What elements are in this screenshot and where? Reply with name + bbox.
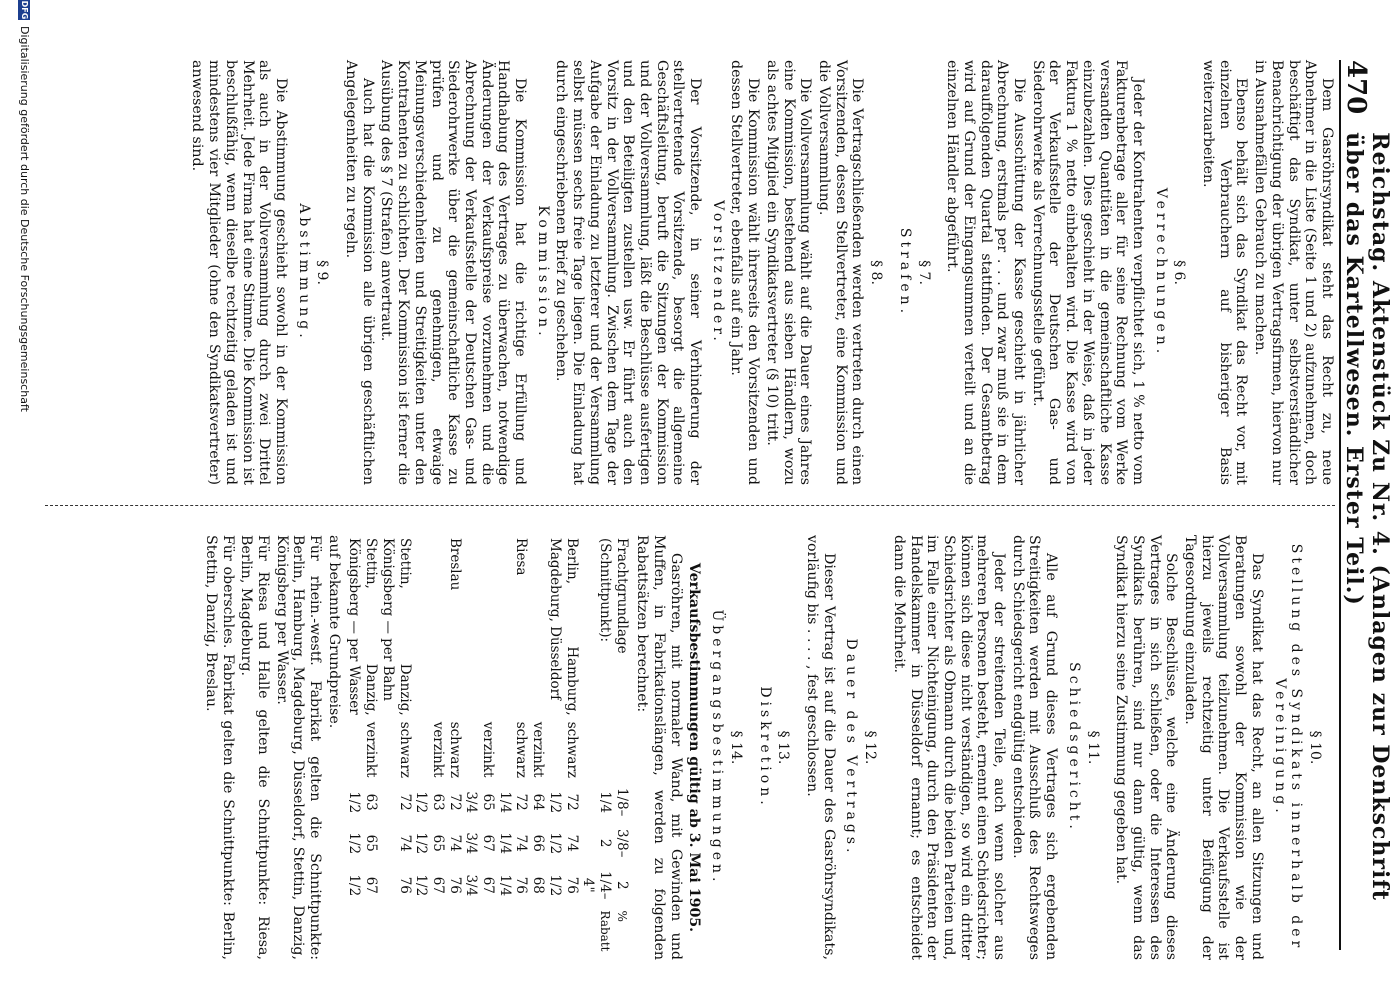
dfg-logo: DFG [20,0,30,20]
table-cell: 76 1/4 [496,874,530,897]
table-cell: schwarz [563,721,580,779]
section-title: Kommission. [534,205,551,340]
table-cell: 74 [446,834,463,852]
table-cell: 74 1/2 [546,832,580,855]
page-header [1339,60,1393,950]
table-cell: 72 1/4 [496,791,530,814]
paragraph: Für rhein.-westf. Fabrikat gelten die Schnittpunkte: Berlin, Hamburg, Magdeburg, Düsseldorf, Stettin, Danzig, Königsberg per Wasser. [273,535,324,960]
paragraph: Ebenso behält sich das Syndikat das Recht vor, mit einzelnen Verbrauchern auf bisheriger Basis weiterzuarbeiten. [1200,60,1250,485]
table-row [496,535,529,960]
paragraph: Die Ausschüttung der Kasse geschieht in jährlicher Abrechnung, erstmals per . . . und zwar muß sie in dem darauffolgenden Quartal stattfinden. Der Gesamtbetrag wird auf Grund der Eingangsummen verteilt und an die einzelnen Händler abgeführt. [944,60,1028,485]
section-number: § 11. [1084,730,1101,765]
table-cell: 68 [530,876,547,894]
section-number: § 12. [862,730,879,765]
table-row [463,535,496,960]
paragraph: Für oberschles. Fabrikat gelten die Schnittpunkte: Berlin, Stettin, Danzig, Breslau. [202,535,236,960]
table-cell: Stettin, Danzig, Königsberg — per Bahn [379,538,413,716]
section-title: Strafen. [896,227,913,318]
table-cell: 72 [446,793,463,811]
section-title: Schiedsgericht. [1065,662,1082,833]
paragraph: Jeder der streitenden Teile, auch wenn solcher aus mehreren Personen besteht, ernennt einen Schiedsrichter; können sich diese nicht verständigen, so wird ein dritter Schiedsrichter als Obmann durch die beiden Parteien und, im Falle einer Nichteinigung, durch den Präsidenten der Handelskammer in Düsseldorf ernannt; es entscheidet dann die Mehrheit. [890,535,1008,960]
paragraph: auf bekannte Grundpreise. [325,535,342,729]
credit-text: Digitalisierung gefördert durch die Deutsche Forschungsgemeinschaft [18,26,31,412]
table-cell: 76 [446,876,463,894]
paragraph: Die Vollversammlung wählt auf die Dauer eines Jahres eine Kommission, bestehend aus sieben Händlern, wozu als achtes Mitglied ein Syndikatsvertreter (§ 10) tritt. [763,60,814,485]
table-cell: 65 1/2 [413,832,446,855]
section-title: Abstimmung. [295,203,312,342]
section-number: § 7. [915,260,932,285]
table-cell: Berlin, Hamburg, Magdeburg, Düsseldorf [546,538,580,716]
table-row [346,535,379,960]
table-cell: 74 1/4 [496,832,530,855]
right-column [200,535,1335,960]
paragraph: Jeder der Kontrahenten verpflichtet sich, 1 % netto vom Fakturenbetrage aller für seine Rechnung vom Werke versandten Quantitäten in die gemeinschaftliche Kasse einzubezahlen. Dies geschieht in der Weise, daß in jeder Faktura 1 % netto einbehalten wird. Die Kasse wird von der Verkaufsstelle der Deutschen Gas- und Siederohrwerke als Verrechnungsstelle geführt. [1029,60,1146,485]
section-title: Vorsitzender. [709,200,726,345]
running-title: Reichstag. Aktenstück Zu Nr. 4. (Anlagen zur Denkschrift über das Kartellwesen. Erster Teil.) [1341,132,1393,901]
table-cell: verzinkt [429,721,446,778]
discount-table [346,535,630,960]
table-cell: 72 [396,793,413,811]
table-cell: Breslau [446,538,463,591]
table-cell: Stettin, Danzig, Königsberg — per Wasser [346,538,380,716]
paragraph: Dieser Vertrag ist auf die Dauer des Gasröhrsyndikats, vorläufig bis . . . . , fest geschlossen. [804,535,837,960]
paragraph: Gasröhren, mit normaler Wand, mit Gewinden und Muffen, in Fabrikationslängen, werden zu folgenden Rabattsätzen berechnet: [634,535,684,960]
table-header-row [580,535,630,960]
table-cell: schwarz [446,721,463,779]
table-cell [463,535,496,719]
table-cell: Riesa [513,538,530,576]
section-title: Stellung des Syndikats innerhalb der Vereinigung. [1271,543,1305,952]
paragraph: Für Riesa und Halle gelten die Schnittpunkte: Riesa, Berlin, Magdeburg. [238,535,271,960]
paragraph: Dem Gasröhrsyndikat steht das Recht zu, neue Abnehmer in die Liste (Seite 1 und 2) aufzunehmen, doch beschäftigt das Syndikat, unter selbstverständlicher Benachrichtigung der übrigen Vertragsfirmen, hiervon nur in Ausnahmefällen Gebrauch zu machen. [1252,60,1335,485]
table-cell: 63 1/2 [346,791,380,814]
paragraph: Das Syndikat hat das Recht, an allen Sitzungen und Beratungen sowohl der Kommission wie der Vollversammlung teilzunehmen. Die Verkaufsstelle ist hierzu jeweils rechtzeitig unter Beifügung der Tagesordnung einzuladen. [1182,535,1265,960]
table-header-cell: 2 1/4–4" [580,871,630,900]
table-row [379,535,412,960]
table-cell: schwarz [513,721,530,779]
table-cell: verzinkt [530,721,547,778]
table-header-cell: 1/8–1/4 [596,787,630,817]
section-title: Übergangsbestimmungen. [709,609,726,886]
section-title: Dauer des Vertrags. [843,638,860,857]
section-number: § 13. [775,730,792,765]
rabatt-label: % Rabatt [597,910,629,952]
digitization-credit [18,0,31,1000]
section-title: Diskretion. [756,686,773,809]
table-row [546,535,579,960]
table-cell: 63 1/2 [413,791,446,814]
paragraph: Die Kommission wählt ihrerseits den Vorsitzenden und dessen Stellvertreter, ebenfalls auf ein Jahr. [728,60,762,485]
table-row [529,535,546,960]
left-column [187,60,1335,485]
section-number: § 8. [868,260,885,285]
section-title: Verrechnungen. [1152,187,1169,358]
section-number: § 6. [1171,260,1188,285]
column-divider [45,505,1335,507]
table-cell: 67 3/4 [463,832,497,855]
section-number: § 10. [1307,730,1323,765]
section-number: § 9. [314,260,331,285]
table-cell: 65 3/4 [463,791,497,814]
paragraph: Alle auf Grund dieses Vertrages sich ergebenden Streitigkeiten werden mit Ausschluß des Rechtsweges durch Schiedsgericht endgültig entschieden. [1009,535,1060,960]
table-cell: 67 1/2 [413,874,446,897]
table-row [446,535,463,960]
section-number: § 14. [727,730,744,765]
paragraph: Die Kommission hat die richtige Erfüllung und Handhabung des Vertrages zu überwachen, notwendige Änderungen der Verkaufspreise vorzunehmen und die Abrechnung der Verkaufsstelle der Deutschen Gas- und Siederohrwerke über die gemeinschaftliche Kasse zu prüfen und zu genehmigen, etwaige Meinungsverschiedenheiten und Streitigkeiten unter den Kontrahenten zu schlichten. Der Kommission ist ferner die Ausübung des § 7 (Strafen) anvertraut. [378,60,529,485]
page-number: 470 [1341,60,1371,115]
table-cell: 74 [396,834,413,852]
table-cell [529,535,546,719]
paragraph: Die Vertragschließenden werden vertreten durch einen Vorsitzenden, dessen Stellvertreter, eine Kommission und die Vollversammlung. [816,60,866,485]
sales-terms-heading: Verkaufsbestimmungen gültig ab 3. Mai 1905. [686,562,703,933]
table-cell: 66 [530,834,547,852]
table-cell: 76 1/2 [546,874,580,897]
paragraph: Solche Beschlüsse, welche eine Änderung dieses Vertrages in sich schließen, oder die Interessen des Syndikats berühren, sind nur dann gültig, wenn das Syndikat hierzu seine Zustimmung gegeben hat. [1113,535,1180,960]
table-header-cell: 3/8–2 [596,828,630,858]
table-cell: 67 3/4 [463,874,497,897]
table-cell: 72 1/2 [546,791,580,814]
table-cell: 67 1/2 [346,874,380,897]
table-header-cell: Frachtgrundlage (Schnittpunkt): [596,538,630,654]
table-cell: 64 [530,793,547,811]
table-cell: verzinkt [480,721,497,778]
paragraph: Die Abstimmung geschieht sowohl in der Kommission als auch in der Vollversammlung durch zwei Drittel Mehrheit. Jede Firma hat eine Stimme. Die Kommission ist beschlußfähig, wenn dieselbe rechtzeitig geladen ist und mindestens vier Mitglieder (ohne den Syndikatsvertreter) anwesend sind. [189,60,289,485]
paragraph: Der Vorsitzende, in seiner Verhinderung der stellvertretende Vorsitzende, besorgt die allgemeine Geschäftsleitung, beruft die Sitzungen der Kommission und der Vollversammlung, läßt die Beschlüsse ausfertigen und den Beteiligten zustellen usw. Er führt auch den Vorsitz in der Vollversammlung. Zwischen dem Tage der Aufgabe der Einladung zu letzterer und der Versammlung selbst müssen sechs freie Tage liegen. Die Einladung hat durch eingeschriebenen Brief zu geschehen. [553,60,704,485]
table-cell: 76 [396,876,413,894]
table-cell: 65 1/2 [346,832,380,855]
table-row [413,535,446,960]
table-cell [413,535,446,719]
table-cell: verzinkt [363,721,380,778]
table-cell: schwarz [396,721,413,779]
paragraph: Auch hat die Kommission alle übrigen geschäftlichen Angelegenheiten zu regeln. [343,60,376,485]
